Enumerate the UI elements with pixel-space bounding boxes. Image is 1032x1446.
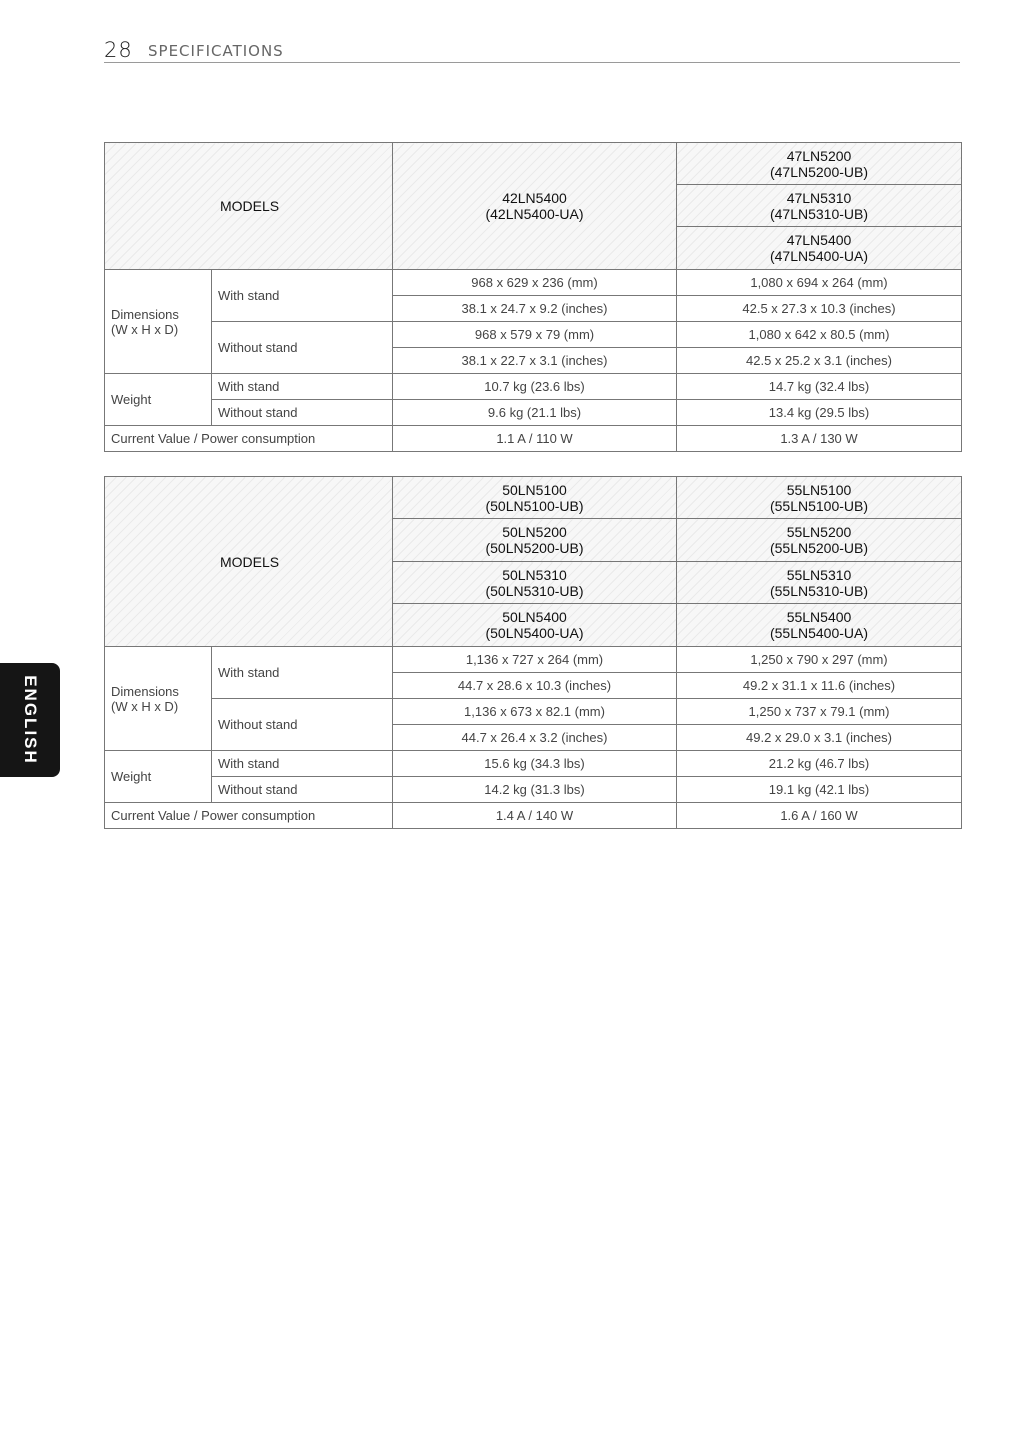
table-cell: 42.5 x 27.3 x 10.3 (inches) bbox=[677, 296, 962, 322]
table-cell: 44.7 x 26.4 x 3.2 (inches) bbox=[393, 725, 677, 751]
table-cell: 1,250 x 737 x 79.1 (mm) bbox=[677, 699, 962, 725]
table-row bbox=[105, 699, 962, 725]
model-code: (50LN5400-UA) bbox=[485, 625, 584, 641]
model-header-cell bbox=[393, 477, 677, 519]
page-number: 28 bbox=[104, 38, 133, 62]
with-stand-label: With stand bbox=[212, 647, 393, 699]
table-cell: 1,250 x 790 x 297 (mm) bbox=[677, 647, 962, 673]
with-stand-label: With stand bbox=[212, 270, 393, 322]
table-cell: 38.1 x 22.7 x 3.1 (inches) bbox=[393, 348, 677, 374]
model-header-cell bbox=[393, 519, 677, 562]
table-cell: 1.6 A / 160 W bbox=[677, 803, 962, 829]
dimensions-text: Dimensions bbox=[111, 306, 179, 322]
model-code: (47LN5200-UB) bbox=[769, 163, 869, 180]
table-cell: 1.4 A / 140 W bbox=[393, 803, 677, 829]
table-cell: 49.2 x 29.0 x 3.1 (inches) bbox=[677, 725, 962, 751]
model-header-cell bbox=[677, 604, 962, 647]
table-cell: 42.5 x 25.2 x 3.1 (inches) bbox=[677, 348, 962, 374]
model-code: (42LN5400-UA) bbox=[485, 206, 584, 222]
dimensions-unit: (W x H x D) bbox=[111, 321, 179, 337]
table-cell: 21.2 kg (46.7 lbs) bbox=[677, 751, 962, 777]
table-cell: 14.7 kg (32.4 lbs) bbox=[677, 374, 962, 400]
table-cell: 44.7 x 28.6 x 10.3 (inches) bbox=[393, 673, 677, 699]
table-row bbox=[105, 647, 962, 673]
model-code: (50LN5310-UB) bbox=[485, 582, 584, 599]
model-header-cell bbox=[393, 143, 677, 270]
table-row bbox=[105, 322, 962, 348]
model-header-cell bbox=[677, 519, 962, 562]
model-name: 47LN5400 bbox=[786, 232, 852, 248]
weight-label: Weight bbox=[105, 751, 212, 803]
table-cell: 15.6 kg (34.3 lbs) bbox=[393, 751, 677, 777]
model-header-cell bbox=[393, 604, 677, 647]
table-cell: 1,080 x 642 x 80.5 (mm) bbox=[677, 322, 962, 348]
table-row bbox=[105, 751, 962, 777]
model-name: 50LN5100 bbox=[502, 481, 567, 498]
table-cell: 13.4 kg (29.5 lbs) bbox=[677, 400, 962, 426]
model-code: (47LN5310-UB) bbox=[769, 205, 869, 222]
models-header: MODELS bbox=[105, 143, 393, 270]
model-code: (55LN5400-UA) bbox=[769, 625, 869, 641]
table-row bbox=[105, 374, 962, 400]
power-label: Current Value / Power consumption bbox=[105, 803, 393, 829]
model-name: 47LN5200 bbox=[786, 147, 852, 164]
table-row bbox=[105, 426, 962, 452]
table-row bbox=[105, 803, 962, 829]
table-cell: 1,136 x 727 x 264 (mm) bbox=[393, 647, 677, 673]
models-header: MODELS bbox=[105, 477, 393, 647]
model-name: 47LN5310 bbox=[786, 189, 852, 206]
page-header bbox=[104, 38, 960, 63]
model-code: (55LN5200-UB) bbox=[769, 540, 869, 556]
without-stand-label: Without stand bbox=[212, 400, 393, 426]
model-name: 55LN5400 bbox=[786, 609, 852, 625]
model-name: 55LN5200 bbox=[786, 524, 852, 540]
power-label: Current Value / Power consumption bbox=[105, 426, 393, 452]
with-stand-label: With stand bbox=[212, 751, 393, 777]
model-code: (50LN5200-UB) bbox=[485, 540, 584, 556]
language-tab-label: ENGLISH bbox=[21, 675, 40, 765]
table-row bbox=[105, 270, 962, 296]
table-cell: 968 x 629 x 236 (mm) bbox=[393, 270, 677, 296]
table-cell: 9.6 kg (21.1 lbs) bbox=[393, 400, 677, 426]
dimensions-label bbox=[105, 270, 212, 374]
without-stand-label: Without stand bbox=[212, 322, 393, 374]
section-title: SPECIFICATIONS bbox=[148, 42, 284, 60]
model-name: 50LN5400 bbox=[502, 609, 567, 625]
table-cell: 19.1 kg (42.1 lbs) bbox=[677, 777, 962, 803]
model-name: 55LN5100 bbox=[786, 481, 852, 498]
without-stand-label: Without stand bbox=[212, 699, 393, 751]
table-cell: 38.1 x 24.7 x 9.2 (inches) bbox=[393, 296, 677, 322]
table-cell: 1,136 x 673 x 82.1 (mm) bbox=[393, 699, 677, 725]
model-name: 42LN5400 bbox=[502, 190, 567, 206]
spec-table-1 bbox=[104, 142, 962, 452]
spec-table-2 bbox=[104, 476, 962, 829]
model-name: 55LN5310 bbox=[786, 566, 852, 583]
table-cell: 14.2 kg (31.3 lbs) bbox=[393, 777, 677, 803]
weight-label: Weight bbox=[105, 374, 212, 426]
table-row bbox=[105, 777, 962, 803]
table-row bbox=[105, 400, 962, 426]
model-header-cell bbox=[677, 143, 962, 185]
dimensions-text: Dimensions bbox=[111, 683, 179, 699]
model-code: (55LN5310-UB) bbox=[769, 582, 869, 599]
model-code: (47LN5400-UA) bbox=[769, 248, 869, 264]
table-cell: 968 x 579 x 79 (mm) bbox=[393, 322, 677, 348]
model-header-cell bbox=[677, 562, 962, 604]
model-header-cell bbox=[677, 227, 962, 270]
dimensions-unit: (W x H x D) bbox=[111, 698, 179, 714]
table-cell: 1,080 x 694 x 264 (mm) bbox=[677, 270, 962, 296]
without-stand-label: Without stand bbox=[212, 777, 393, 803]
table-cell: 49.2 x 31.1 x 11.6 (inches) bbox=[677, 673, 962, 699]
model-header-cell bbox=[393, 562, 677, 604]
model-name: 50LN5200 bbox=[502, 524, 567, 540]
table-cell: 1.1 A / 110 W bbox=[393, 426, 677, 452]
model-code: (50LN5100-UB) bbox=[485, 497, 584, 514]
model-code: (55LN5100-UB) bbox=[769, 497, 869, 514]
dimensions-label bbox=[105, 647, 212, 751]
model-header-cell bbox=[677, 477, 962, 519]
model-header-cell bbox=[677, 185, 962, 227]
table-cell: 1.3 A / 130 W bbox=[677, 426, 962, 452]
model-name: 50LN5310 bbox=[502, 566, 567, 583]
language-tab bbox=[0, 663, 60, 777]
table-cell: 10.7 kg (23.6 lbs) bbox=[393, 374, 677, 400]
with-stand-label: With stand bbox=[212, 374, 393, 400]
